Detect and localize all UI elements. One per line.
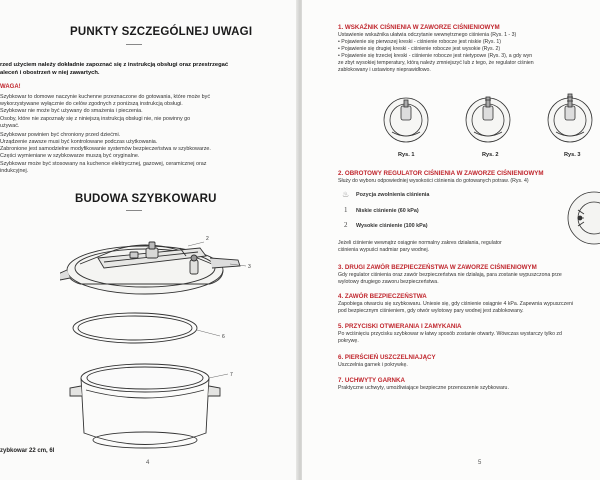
pressure-settings-list [342,190,492,240]
warning-line: Szybkowar nie może być używany do smażenia i pieczenia. [0,108,143,114]
section-6-line: Uszczelnia garnek i pokrywkę. [338,362,408,368]
section-2-heading: 2. OBROTOWY REGULATOR CIŚNIENIA W ZAWORZE CIŚNIENIOWYM [338,170,544,177]
pressure-regulator-dial-drawing [564,184,600,252]
section-4-line: pod bezpiecznym ciśnieniem, gdy otwór wylotowy pary wodnej jest zablokowany. [338,308,524,314]
subtitle-underline [126,210,142,211]
section-4-line: Zapobiega otwarciu się szybkowaru. Uniesie się, gdy ciśnienie osiągnie 4 kPa. Zapewnia wypuszczeni [338,301,574,307]
pressure-cooker-diagram [60,218,290,458]
section-3-line: wylotowy drugiego zaworu bezpieczeństwa. [338,279,439,285]
section-2-line: Służy do wyboru odpowiedniej wysokości ciśnienia do gotowanych potraw. (Rys. 4) [338,178,529,184]
setting-label: Wysokie ciśnienie (100 kPa) [356,223,428,229]
rys-2-caption: Rys. 2 [482,152,499,158]
valve-indicator-drawings [382,92,600,152]
part-number: 3 [248,264,251,270]
section-1-line: • Pojawienie się trzeciej kreski - ciśnienie robocze jest nietypowe (Rys. 3), a gdy wyn [338,53,533,59]
warning-line: Urządzenie zawsze musi być kontrolowane podczas użytkowania. [0,139,158,145]
warning-line: Szybkowar to domowe naczynie kuchenne przeznaczone do gotowania, które może być [0,94,211,100]
section-5-line: Po wciśnięciu przycisku szybkowar w łatwy sposób zostanie otwarty. Wówczas wystarczy tylko zd [338,331,562,337]
section-6-heading: 6. PIERŚCIEŃ USZCZELNIAJĄCY [338,354,436,361]
rys-2-drawing [466,97,510,142]
warning-line: Szybkowar powinien być chroniony przed dziećmi. [0,132,121,138]
section-2-note: ciśnienia wypuści nadmiar pary wodnej. [338,247,430,253]
release-icon: ♨ [342,190,350,199]
page-title: PUNKTY SZCZEGÓLNEJ UWAGI [70,26,253,38]
warning-line: Szybkowar może być stosowany na kuchence elektrycznej, gazowej, ceramicznej oraz [0,161,207,167]
setting-label: Niskie ciśnienie (60 kPa) [356,208,419,214]
left-page [0,0,298,480]
intro-line-2: aleceń i obostrzeń w niej zawartych. [0,70,100,76]
section-1-line: • Pojawienie się pierwszej kreski - ciśnienie robocze jest niskie (Rys. 1) [338,39,501,45]
section-3-line: Gdy regulator ciśnienia oraz zawór bezpieczeństwa nie działają, para zostanie wypuszczona prze [338,272,562,278]
part-number: 7 [230,372,233,378]
part-number: 2 [206,236,209,242]
warning-line: używać. [0,123,20,129]
section-2-note: Jeżeli ciśnienie wewnątrz osiągnie normalny zakres działania, regulator [338,240,502,246]
right-page [302,0,600,480]
diagram-caption: zybkowar 22 cm, 6l [0,448,55,454]
gasket-ring-drawing [73,313,197,343]
warning-line: wykorzystywane wyłącznie do celów zgodnych z poniższą instrukcją obsługi. [0,101,183,107]
rys-1-drawing [384,98,428,142]
section-1-line: ze zbyt wysokiej temperatury, którą należy zmniejszyć lub z tego, że regulator ciśnien [338,60,534,66]
warning-list [0,94,296,184]
setting-number: 1 [344,206,348,214]
setting-number: 2 [344,221,348,229]
setting-label: Pozycja zwolnienia ciśnienia [356,192,430,198]
section-3-heading: 3. DRUGI ZAWÓR BEZPIECZEŃSTWA W ZAWORZE CIŚNIENIOWYM [338,264,537,271]
part-number: 6 [222,334,225,340]
intro-line-1: rzed użyciem należy dokładnie zapoznać się z instrukcją obsługi oraz przestrzegać [0,62,229,68]
lid-drawing [60,242,240,294]
rys-3-drawing [548,94,592,142]
section-1-line: Ustawienie wskaźnika ułatwia odczytanie wewnętrznego ciśnienia (Rys. 1 - 3) [338,32,517,38]
section-1-heading: 1. WSKAŹNIK CIŚNIENIA W ZAWORZE CIŚNIENIOWYM [338,24,500,31]
warning-line: Zabronione jest samodzielne modyfikowanie systemów bezpieczeństwa w szybkowarze. [0,146,211,152]
section-1-line: zablokowany i ustawiony nieprawidłowo. [338,67,431,73]
section-5-heading: 5. PRZYCISKI OTWIERANIA I ZAMYKANIA [338,323,462,330]
section-4-heading: 4. ZAWÓR BEZPIECZEŃSTWA [338,293,427,300]
warning-line: indukcyjnej. [0,168,29,174]
title-underline [126,44,142,45]
warning-heading: WAGA! [0,84,21,90]
section-5-line: pokrywę. [338,338,359,344]
section-7-line: Praktyczne uchwyty, umożliwiające bezpieczne przenoszenie szybkowaru. [338,385,509,391]
warning-line: Osoby, które nie zapoznały się z niniejszą instrukcją obsługi nie, nie powinny go [0,116,191,122]
section-title: BUDOWA SZYBKOWARU [75,193,217,205]
page-number: 4 [146,460,150,466]
warning-line: Części wymieniane w szybkowarze muszą być oryginalne. [0,153,140,159]
rys-3-caption: Rys. 3 [564,152,581,158]
rys-1-caption: Rys. 1 [398,152,415,158]
section-7-heading: 7. UCHWYTY GARNKA [338,377,405,384]
pot-drawing [70,364,220,448]
page-number: 5 [478,460,482,466]
section-1-line: • Pojawienie się drugiej kreski - ciśnienie robocze jest wysokie (Rys. 2) [338,46,501,52]
